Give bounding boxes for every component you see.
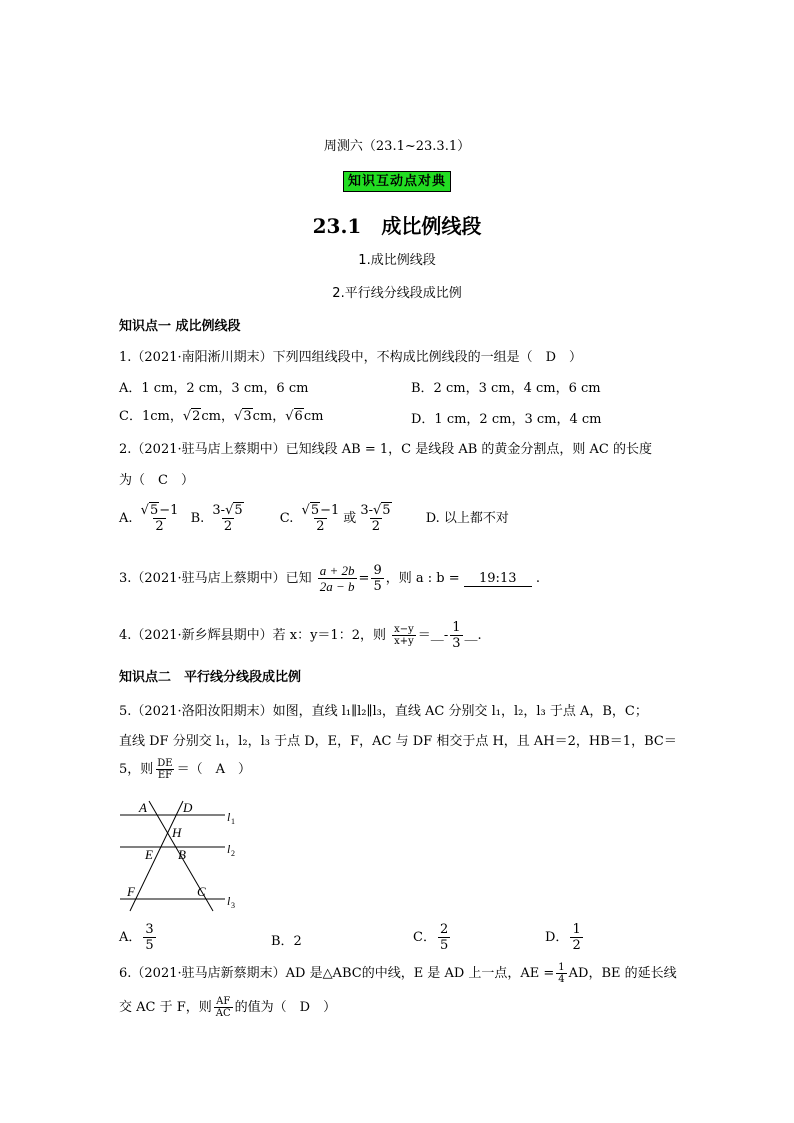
q2-option-c-fraction-1: $\frac{√5-1}{2}$	[301, 503, 340, 534]
q5-option-c: C． $\frac{2}{5}$	[413, 922, 449, 953]
q1-option-b: B．2 cm，3 cm，4 cm，6 cm	[411, 381, 601, 396]
outline-item-1: 1.成比例线段	[358, 253, 436, 268]
q2-option-a-label: A.	[119, 511, 133, 526]
q4-fraction: $\frac{x-y}{x+y}$	[394, 624, 414, 647]
q5-option-c-fraction: $\frac{2}{5}$	[439, 922, 449, 953]
q5-option-a-fraction: $\frac{3}{5}$	[145, 922, 154, 953]
q4-answer-fraction: $\frac{1}{3}$	[452, 620, 461, 651]
label-l2-sub: 2	[231, 849, 235, 858]
q2-stem-line1: 2.（2021·驻马店上蔡期中）已知线段 AB = 1，C 是线段 AB 的黄金分割点，则 AC 的长度	[119, 442, 653, 457]
label-l1-sub: 1	[231, 817, 235, 826]
q1-stem: 1.（2021·南阳淅川期末）下列四组线段中，不构成比例线段的一组是（ D ）	[119, 350, 583, 365]
section-title: 23.1 成比例线段	[312, 214, 482, 238]
q2-option-b-label: B.	[190, 511, 205, 526]
q4-answer-sign: -	[443, 628, 449, 643]
label-l1: l	[227, 810, 231, 824]
q2-option-c-fraction-2: $\frac{3-√5}{2}$	[360, 503, 391, 534]
q3-stem: 3.（2021·驻马店上蔡期中）已知	[119, 571, 312, 586]
q1-option-a: A．1 cm，2 cm，3 cm，6 cm	[119, 381, 309, 396]
banner-wrap	[0, 170, 794, 189]
q2-stem-line2: 为（ C ）	[119, 473, 194, 488]
q5-line3: 5，则 $\frac{DE}{EF}$ ＝（ A ）	[119, 758, 251, 781]
kp2-heading: 知识点二 平行线分线段成比例	[119, 670, 302, 685]
q2-option-d: D. 以上都不对	[425, 511, 509, 526]
q5-fraction: $\frac{DE}{EF}$	[157, 758, 173, 781]
q6-ae-fraction: $\frac{1}{4}$	[558, 962, 565, 985]
q3: 3.（2021·驻马店上蔡期中）已知 $\frac{a + 2b}{2a - b}$ = $\frac{9}{5}$ ，则 a : b = 19:13 .	[119, 563, 541, 594]
label-c: C	[197, 884, 206, 899]
q1-option-c: C．1cm，√2cm，√3cm，√6cm	[119, 409, 324, 424]
q6-line1: 6.（2021·驻马店新蔡期末）AD 是△ABC的中线，E 是 AD 上一点，AE = $\frac{1}{4}$ AD，BE 的延长线	[119, 962, 677, 985]
line-df	[130, 801, 183, 911]
q2-options	[119, 503, 509, 534]
kp1-heading: 知识点一 成比例线段	[119, 319, 241, 334]
q5-option-a: A． $\frac{3}{5}$	[119, 922, 154, 953]
label-l3: l	[227, 894, 231, 908]
label-b: B	[178, 847, 186, 862]
q4: 4.（2021·新乡辉县期中）若 x：y＝1：2，则 $\frac{x-y}{x+y}$ ＝＿- $\frac{1}{3}$ ＿.	[119, 620, 482, 651]
label-l3-sub: 3	[231, 901, 235, 910]
q5-line2: 直线 DF 分别交 l₁，l₂，l₃ 于点 D，E，F，AC 与 DF 相交于点 H，且 AH＝2，HB＝1，BC＝	[119, 734, 677, 749]
label-f: F	[127, 884, 135, 899]
q5-parallel-lines-figure	[115, 795, 245, 915]
q1-option-c-prefix: C．1cm，	[119, 409, 183, 424]
label-a: A	[139, 800, 147, 815]
q2-option-c-label: C.	[279, 511, 294, 526]
label-h: H	[172, 825, 182, 840]
q3-answer: 19:13	[464, 571, 532, 587]
q6-af-fraction: $\frac{AF}{AC}$	[215, 996, 231, 1019]
q3-fraction: $\frac{a + 2b}{2a - b}$	[319, 563, 355, 594]
q5-option-b: B．2	[271, 934, 302, 949]
label-d: D	[183, 800, 193, 815]
q2-or: 或	[343, 511, 357, 526]
sqrt-3: √3	[234, 409, 252, 424]
q1-option-d: D．1 cm，2 cm，3 cm，4 cm	[411, 412, 602, 427]
q4-stem: 4.（2021·新乡辉县期中）若 x：y＝1：2，则	[119, 628, 386, 643]
q2-option-b-fraction: $\frac{3-√5}{2}$	[212, 503, 243, 534]
label-e: E	[145, 847, 153, 862]
q6-line2: 交 AC 于 F，则 $\frac{AF}{AC}$ 的值为（ D ）	[119, 996, 337, 1019]
knowledge-banner: 知识互动点对典	[343, 171, 451, 192]
sqrt-2: √2	[182, 409, 201, 424]
q5-option-d-fraction: $\frac{1}{2}$	[572, 922, 581, 953]
q2-option-a-fraction: $\frac{√5-1}{2}$	[140, 503, 179, 534]
week-title: 周测六（23.1~23.3.1）	[323, 139, 471, 154]
q5-line1: 5.（2021·洛阳汝阳期末）如图，直线 l₁∥l₂∥l₃，直线 AC 分别交 l₁，l₂，l₃ 于点 A，B，C；	[119, 704, 648, 719]
q5-option-d: D． $\frac{1}{2}$	[545, 922, 581, 953]
q3-mid: ，则 a : b =	[385, 571, 460, 586]
q3-rhs-fraction: $\frac{9}{5}$	[373, 563, 382, 594]
label-l2: l	[227, 842, 231, 856]
sqrt-6: √6	[285, 409, 303, 424]
outline-item-2: 2.平行线分线段成比例	[332, 286, 462, 301]
